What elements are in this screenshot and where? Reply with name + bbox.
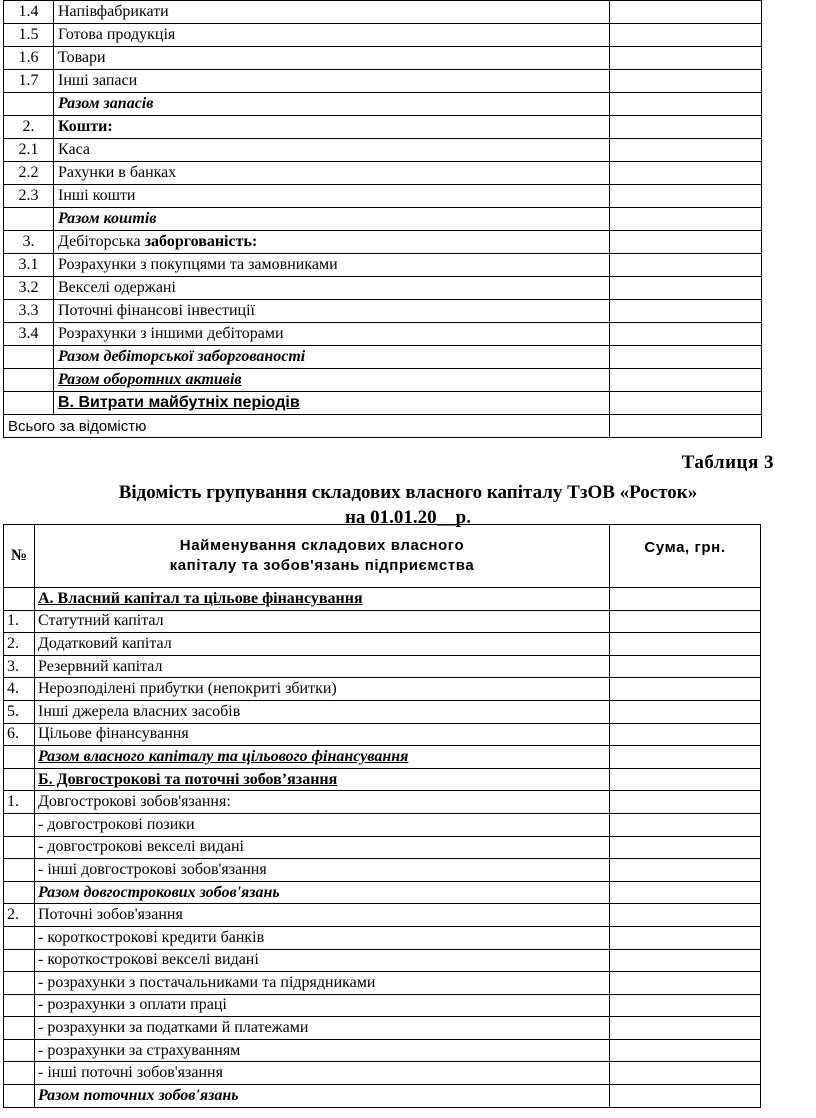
table-row xyxy=(4,836,761,859)
row-label-text: Разом запасів xyxy=(58,95,154,112)
table-row xyxy=(4,70,762,93)
row-label xyxy=(54,369,610,392)
title-line-2: на 01.01.20__р. xyxy=(344,507,471,528)
row-label-text: Разом власного капіталу та цільового фінансування xyxy=(38,747,409,765)
table-row xyxy=(4,588,761,611)
row-label xyxy=(35,700,610,723)
row-label-text: Додатковий капітал xyxy=(38,634,172,652)
row-label xyxy=(35,1085,610,1108)
row-number: 3. xyxy=(4,231,54,254)
row-label-text: Розрахунки з іншими дебіторами xyxy=(58,325,284,342)
amount-cell[interactable] xyxy=(610,323,762,346)
amount-cell[interactable] xyxy=(610,162,762,185)
amount-cell[interactable] xyxy=(610,655,761,678)
table-row xyxy=(4,926,761,949)
table-row xyxy=(4,323,762,346)
row-label-text: Готова продукція xyxy=(58,26,176,43)
row-number: 2. xyxy=(4,116,54,139)
table-row xyxy=(4,746,761,769)
table-row xyxy=(4,904,761,927)
row-label xyxy=(35,1039,610,1062)
header-name xyxy=(35,525,610,588)
row-label-text: - інші довгострокові зобов'язання xyxy=(38,860,267,878)
row-label xyxy=(35,633,610,656)
table-row xyxy=(4,93,762,116)
amount-cell[interactable] xyxy=(610,949,761,972)
header-name-line-2: капіталу та зобов'язань підприємства xyxy=(169,557,475,574)
amount-cell[interactable] xyxy=(610,926,761,949)
row-label xyxy=(54,346,610,369)
amount-cell[interactable] xyxy=(610,813,761,836)
row-label xyxy=(35,994,610,1017)
row-number xyxy=(4,972,35,995)
row-label xyxy=(54,139,610,162)
row-number xyxy=(4,994,35,1017)
amount-cell[interactable] xyxy=(610,47,762,70)
row-number: 1. xyxy=(4,791,35,814)
row-label-text: Інші джерела власних засобів xyxy=(38,702,241,720)
row-label-text: Б. Довгострокові та поточні зобов’язання xyxy=(38,770,338,788)
row-label-text: В. Витрати майбутніх періодів xyxy=(58,394,300,411)
amount-cell[interactable] xyxy=(610,678,761,701)
amount-cell[interactable] xyxy=(610,277,762,300)
table-row xyxy=(4,1017,761,1040)
amount-cell[interactable] xyxy=(610,369,762,392)
header-num: № xyxy=(4,525,35,588)
row-label-text: Разом поточних зобов'язань xyxy=(38,1086,239,1104)
amount-cell[interactable] xyxy=(610,746,761,769)
table-row xyxy=(4,994,761,1017)
table-row xyxy=(4,185,762,208)
row-number xyxy=(4,93,54,116)
row-label xyxy=(35,859,610,882)
row-number xyxy=(4,949,35,972)
row-number: 5. xyxy=(4,700,35,723)
row-number xyxy=(4,346,54,369)
amount-cell[interactable] xyxy=(610,904,761,927)
total-amount-cell[interactable] xyxy=(610,415,762,438)
total-row xyxy=(4,415,762,438)
row-label xyxy=(35,972,610,995)
amount-cell[interactable] xyxy=(610,994,761,1017)
table-row xyxy=(4,300,762,323)
amount-cell[interactable] xyxy=(610,791,761,814)
table-row xyxy=(4,162,762,185)
table-row xyxy=(4,633,761,656)
row-label-text: Поточні фінансові інвестиції xyxy=(58,302,255,319)
row-number: 3.3 xyxy=(4,300,54,323)
table-row xyxy=(4,859,761,882)
row-number: 3. xyxy=(4,655,35,678)
row-number xyxy=(4,813,35,836)
table-row xyxy=(4,346,762,369)
table-row xyxy=(4,1085,761,1108)
table-row xyxy=(4,678,761,701)
title-line-1: Відомість групування складових власного капіталу ТзОВ «Росток» xyxy=(118,482,698,503)
row-number xyxy=(4,1062,35,1085)
amount-cell[interactable] xyxy=(610,93,762,116)
amount-cell[interactable] xyxy=(610,70,762,93)
table-row xyxy=(4,949,761,972)
row-number xyxy=(4,881,35,904)
amount-cell[interactable] xyxy=(610,768,761,791)
row-label xyxy=(54,70,610,93)
row-label xyxy=(35,791,610,814)
row-number xyxy=(4,1039,35,1062)
table-row xyxy=(4,1,762,24)
amount-cell[interactable] xyxy=(610,1085,761,1108)
row-label-text: Товари xyxy=(58,49,106,66)
row-label-text: Каса xyxy=(58,141,90,158)
row-number: 2.1 xyxy=(4,139,54,162)
table-row xyxy=(4,24,762,47)
row-label-text: - довгострокові позики xyxy=(38,815,195,833)
row-label-text: А. Власний капітал та цільове фінансування xyxy=(38,589,363,607)
row-number xyxy=(4,369,54,392)
row-label-bold: заборгованість: xyxy=(144,233,258,250)
table-row xyxy=(4,700,761,723)
row-label-plain: Дебіторська xyxy=(58,233,145,250)
row-number xyxy=(4,1017,35,1040)
table-row xyxy=(4,254,762,277)
row-label xyxy=(54,208,610,231)
amount-cell[interactable] xyxy=(610,700,761,723)
row-label-text: - розрахунки з оплати праці xyxy=(38,996,227,1014)
amount-cell[interactable] xyxy=(610,231,762,254)
row-number xyxy=(4,926,35,949)
row-number: 3.1 xyxy=(4,254,54,277)
row-number: 3.4 xyxy=(4,323,54,346)
row-label-text: Разом коштів xyxy=(58,210,157,227)
amount-cell[interactable] xyxy=(610,836,761,859)
row-number: 4. xyxy=(4,678,35,701)
header-name-line-1: Найменування складових власного xyxy=(179,537,465,554)
row-label xyxy=(54,300,610,323)
row-number: 2. xyxy=(4,904,35,927)
row-label-text: - інші поточні зобов'язання xyxy=(38,1064,223,1082)
document-title xyxy=(0,480,816,530)
amount-cell[interactable] xyxy=(610,972,761,995)
amount-cell[interactable] xyxy=(610,1,762,24)
total-label: Всього за відомістю xyxy=(4,415,610,438)
row-label-text: Інші запаси xyxy=(58,72,138,89)
row-label-text: Статутний капітал xyxy=(38,612,164,630)
row-label xyxy=(35,949,610,972)
table-row xyxy=(4,768,761,791)
amount-cell[interactable] xyxy=(610,1017,761,1040)
row-label xyxy=(54,185,610,208)
table-row xyxy=(4,208,762,231)
row-number xyxy=(4,208,54,231)
row-label xyxy=(54,231,610,254)
row-label-text: Разом оборотних активів xyxy=(58,371,242,388)
table-row xyxy=(4,369,762,392)
row-label-text: Разом довгострокових зобов'язань xyxy=(38,883,280,901)
row-label xyxy=(35,926,610,949)
amount-cell[interactable] xyxy=(610,610,761,633)
row-label-text: - короткострокові векселі видані xyxy=(38,951,259,969)
amount-cell[interactable] xyxy=(610,116,762,139)
row-label xyxy=(54,24,610,47)
row-label xyxy=(54,254,610,277)
row-label-text: - розрахунки з постачальниками та підрядниками xyxy=(38,973,376,991)
table-row xyxy=(4,881,761,904)
row-number: 1.5 xyxy=(4,24,54,47)
amount-cell[interactable] xyxy=(610,1039,761,1062)
row-number xyxy=(4,392,54,415)
row-number xyxy=(4,768,35,791)
table-row xyxy=(4,610,761,633)
amount-cell[interactable] xyxy=(610,392,762,415)
row-label xyxy=(35,746,610,769)
row-number: 2.3 xyxy=(4,185,54,208)
table-row xyxy=(4,972,761,995)
row-label xyxy=(35,588,610,611)
row-number xyxy=(4,588,35,611)
amount-cell[interactable] xyxy=(610,346,762,369)
row-number: 6. xyxy=(4,723,35,746)
row-number: 1.6 xyxy=(4,47,54,70)
row-label-text: - короткострокові кредити банків xyxy=(38,928,265,946)
amount-cell[interactable] xyxy=(610,588,761,611)
row-label xyxy=(35,1017,610,1040)
row-number xyxy=(4,1085,35,1108)
row-label-text: - довгострокові векселі видані xyxy=(38,838,244,856)
row-label xyxy=(35,813,610,836)
row-label xyxy=(54,93,610,116)
row-label-text: Цільове фінансування xyxy=(38,725,189,743)
table-label: Таблиця 3 xyxy=(681,452,774,473)
row-label-text: Кошти: xyxy=(58,118,113,135)
equity-liabilities-table xyxy=(3,524,761,1108)
row-label xyxy=(35,904,610,927)
row-label xyxy=(35,836,610,859)
row-label xyxy=(54,277,610,300)
row-number xyxy=(4,836,35,859)
row-number: 2.2 xyxy=(4,162,54,185)
header-row xyxy=(4,525,761,588)
header-sum: Сума, грн. xyxy=(610,525,761,588)
row-label-text: Рахунки в банках xyxy=(58,164,177,181)
row-label xyxy=(54,47,610,70)
row-label xyxy=(35,610,610,633)
table-row xyxy=(4,231,762,254)
amount-cell[interactable] xyxy=(610,859,761,882)
amount-cell[interactable] xyxy=(610,139,762,162)
amount-cell[interactable] xyxy=(610,185,762,208)
row-number: 1.4 xyxy=(4,1,54,24)
row-label-text: Разом дебіторської заборгованості xyxy=(58,348,306,365)
assets-table xyxy=(3,0,762,438)
amount-cell[interactable] xyxy=(610,254,762,277)
table-row xyxy=(4,813,761,836)
row-label-text: - розрахунки за страхуванням xyxy=(38,1041,241,1059)
amount-cell[interactable] xyxy=(610,208,762,231)
row-label-text: Напівфабрикати xyxy=(58,3,169,20)
row-label xyxy=(35,723,610,746)
amount-cell[interactable] xyxy=(610,723,761,746)
row-number: 1. xyxy=(4,610,35,633)
row-number: 2. xyxy=(4,633,35,656)
amount-cell[interactable] xyxy=(610,1062,761,1085)
row-number: 3.2 xyxy=(4,277,54,300)
row-label-text: Розрахунки з покупцями та замовниками xyxy=(58,256,338,273)
row-label-text: Векселі одержані xyxy=(58,279,176,296)
row-number: 1.7 xyxy=(4,70,54,93)
table-row xyxy=(4,723,761,746)
table-row xyxy=(4,139,762,162)
row-label xyxy=(35,881,610,904)
table-row xyxy=(4,1062,761,1085)
row-label-text: Нерозподілені прибутки (непокриті збитки) xyxy=(38,680,337,698)
table-row xyxy=(4,1039,761,1062)
row-label xyxy=(54,116,610,139)
row-label-text: Довгострокові зобов'язання: xyxy=(38,793,231,811)
row-label-text: Поточні зобов'язання xyxy=(38,906,183,924)
row-label-text: Інші кошти xyxy=(58,187,136,204)
table-row xyxy=(4,392,762,415)
row-label xyxy=(54,162,610,185)
table-row xyxy=(4,47,762,70)
row-label-text: - розрахунки за податками й платежами xyxy=(38,1019,309,1037)
table-row xyxy=(4,277,762,300)
row-label-text: Резервний капітал xyxy=(38,657,163,675)
table-row xyxy=(4,655,761,678)
row-number xyxy=(4,746,35,769)
row-label xyxy=(54,392,610,415)
table-row xyxy=(4,791,761,814)
row-label xyxy=(35,678,610,701)
row-label xyxy=(35,768,610,791)
amount-cell[interactable] xyxy=(610,300,762,323)
amount-cell[interactable] xyxy=(610,24,762,47)
row-label xyxy=(35,655,610,678)
amount-cell[interactable] xyxy=(610,881,761,904)
amount-cell[interactable] xyxy=(610,633,761,656)
table-row xyxy=(4,116,762,139)
row-label xyxy=(54,1,610,24)
row-label xyxy=(54,323,610,346)
row-number xyxy=(4,859,35,882)
row-label xyxy=(35,1062,610,1085)
